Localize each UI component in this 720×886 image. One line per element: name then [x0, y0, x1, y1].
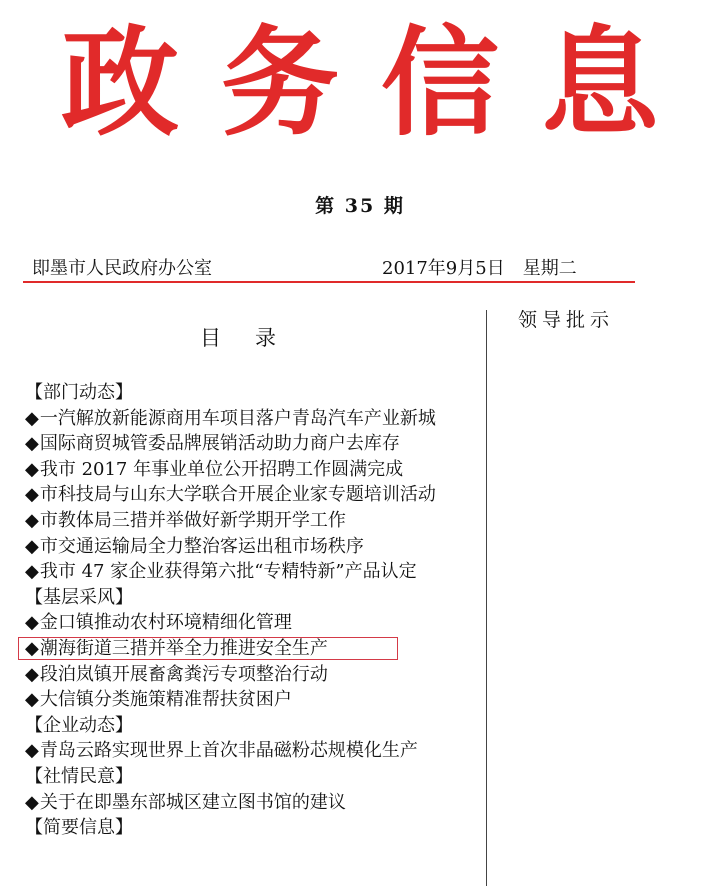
toc-item-text: 我市 47 家企业获得第六批“专精特新”产品认定: [39, 561, 417, 583]
toc-item-text: 大信镇分类施策精准帮扶贫困户: [39, 689, 292, 711]
diamond-bullet-icon: ◆: [25, 535, 39, 557]
column-divider: [486, 310, 487, 886]
masthead-char: 政: [60, 13, 179, 152]
issuing-office: 即墨市人民政府办公室: [32, 258, 212, 279]
toc-section-heading: 【简要信息】: [25, 817, 133, 839]
diamond-bullet-icon: ◆: [25, 791, 39, 813]
toc-item-text: 青岛云路实现世界上首次非晶磁粉芯规模化生产: [39, 740, 418, 762]
toc-item-text: 一汽解放新能源商用车项目落户青岛汽车产业新城: [39, 407, 436, 429]
toc-item-text: 市交通运输局全力整治客运出租市场秩序: [39, 535, 364, 557]
masthead-char: 息: [540, 13, 659, 152]
toc-section-heading: 【基层采风】: [25, 586, 133, 608]
diamond-bullet-icon: ◆: [25, 663, 39, 685]
toc-item-text: 国际商贸城管委品牌展销活动助力商户去库存: [39, 433, 400, 455]
issue-number: 第 35 期: [315, 195, 405, 217]
diamond-bullet-icon: ◆: [25, 689, 39, 711]
diamond-bullet-icon: ◆: [25, 612, 39, 634]
masthead-title: [0, 8, 720, 158]
masthead-char: 务: [220, 13, 339, 152]
toc-item: [25, 406, 485, 432]
toc-section-heading: 【企业动态】: [25, 714, 133, 736]
toc-item-text: 市科技局与山东大学联合开展企业家专题培训活动: [39, 484, 436, 506]
toc-item: [25, 508, 485, 534]
diamond-bullet-icon: ◆: [25, 637, 39, 659]
toc-item: [25, 662, 485, 688]
toc-item: [25, 482, 485, 508]
toc-item: [25, 457, 485, 483]
highlight-box: [18, 637, 398, 660]
diamond-bullet-icon: ◆: [25, 407, 39, 429]
diamond-bullet-icon: ◆: [25, 433, 39, 455]
toc-item: [25, 534, 485, 560]
toc-item: [25, 610, 485, 636]
toc-section-heading: 【部门动态】: [25, 382, 133, 403]
toc-item: [25, 738, 485, 764]
issue-date: 2017年9月5日 星期二: [382, 258, 577, 279]
toc-title: 目录: [200, 326, 310, 350]
toc-item-text: 市教体局三措并举做好新学期开学工作: [39, 509, 346, 531]
diamond-bullet-icon: ◆: [25, 484, 39, 506]
leader-review-heading: 领导批示: [518, 309, 615, 331]
diamond-bullet-icon: ◆: [25, 740, 39, 762]
toc-section-heading: 【社情民意】: [25, 765, 133, 787]
toc-item: [25, 687, 485, 713]
toc-item-text: 潮海街道三措并举全力推进安全生产: [39, 637, 328, 659]
toc-item-text: 段泊岚镇开展畜禽粪污专项整治行动: [39, 663, 328, 685]
toc-item-text: 关于在即墨东部城区建立图书馆的建议: [39, 791, 346, 813]
header-line: [30, 252, 630, 280]
table-of-contents: [25, 380, 485, 841]
toc-item: [25, 431, 485, 457]
diamond-bullet-icon: ◆: [25, 561, 39, 583]
masthead-char: 信: [380, 13, 499, 152]
diamond-bullet-icon: ◆: [25, 458, 39, 480]
toc-item: [25, 790, 485, 816]
red-divider: [23, 281, 635, 283]
toc-item-text: 金口镇推动农村环境精细化管理: [39, 612, 292, 634]
toc-item-text: 我市 2017 年事业单位公开招聘工作圆满完成: [39, 458, 404, 480]
toc-item: [25, 559, 485, 585]
diamond-bullet-icon: ◆: [25, 509, 39, 531]
